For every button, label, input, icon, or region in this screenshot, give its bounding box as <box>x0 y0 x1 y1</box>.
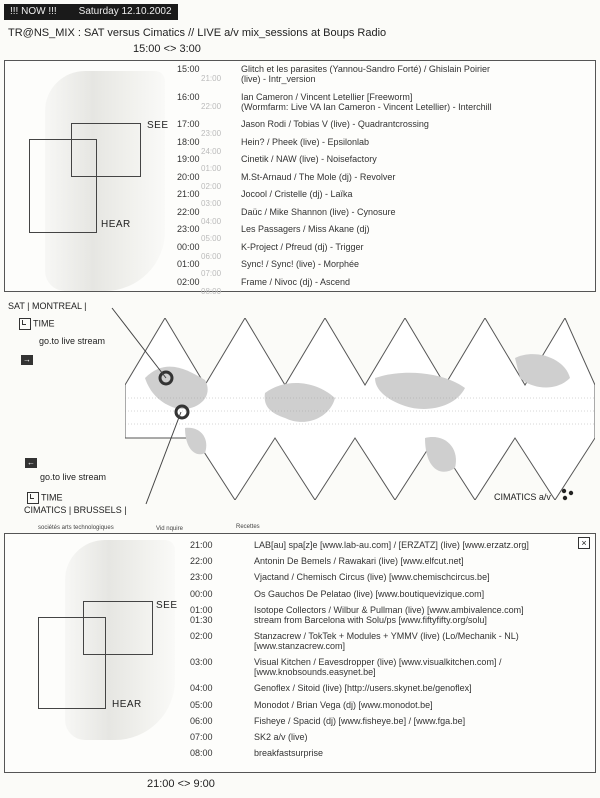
slot-artists <box>241 137 369 147</box>
schedule-row <box>190 572 585 582</box>
slot-artists <box>254 700 433 710</box>
hear-box[interactable] <box>29 139 97 233</box>
artist-line: Sync! / Sync! (live) - Morphée <box>241 259 360 269</box>
local-time-ghost: 21:00 <box>201 74 222 83</box>
clock-icon <box>27 492 39 504</box>
slot-time: 07:00 <box>190 731 213 742</box>
slot-artists <box>254 589 484 599</box>
artist-line: Fisheye / Spacid (dj) [www.fisheye.be] / [www.fga.be] <box>254 715 466 726</box>
slot-time: 16:00 <box>177 91 200 102</box>
slot-artists <box>241 277 350 287</box>
slot-time: 23:00 <box>177 224 200 234</box>
cimatics-av-label: CIMATICS a/v <box>494 492 551 502</box>
schedule-row <box>190 700 585 710</box>
clock-icon <box>19 318 31 330</box>
slot-time: 01:00 <box>177 259 200 269</box>
close-icon[interactable]: × <box>578 537 590 549</box>
artist-line: Stanzacrew / TokTek + Modules + YMMV (live) (Lo/Mechanik - NL) <box>254 630 519 641</box>
schedule-row <box>177 224 587 243</box>
hear-box[interactable] <box>38 617 106 709</box>
local-time-ghost: 03:00 <box>201 199 222 208</box>
artist-line: Vjactand / Chemisch Circus (live) [www.chemischcircus.be] <box>254 572 490 583</box>
artist-line: Jason Rodi / Tobias V (live) - Quadrantcrossing <box>241 119 429 129</box>
artist-line: Genoflex / Sitoid (live) [http://users.skynet.be/genoflex] <box>254 683 472 694</box>
cimatics-logo-icon <box>560 486 576 502</box>
local-time-ghost: 23:00 <box>201 129 222 138</box>
slot-artists <box>254 716 465 726</box>
slot-time: 19:00 <box>177 154 200 164</box>
forward-arrow-icon[interactable]: → <box>23 355 31 364</box>
schedule-row <box>177 119 587 138</box>
slot-artists <box>254 683 472 693</box>
back-arrow-icon[interactable]: ← <box>27 458 35 467</box>
artist-line: Hein? / Pheek (live) - Epsilonlab <box>241 136 370 147</box>
schedule-row <box>190 732 585 742</box>
slot-artists <box>241 172 395 182</box>
schedule-row <box>177 92 587 112</box>
local-time-ghost: 07:00 <box>201 269 222 278</box>
local-time-ghost: 05:00 <box>201 234 222 243</box>
slot-artists <box>241 119 429 129</box>
see-label: SEE <box>156 600 178 611</box>
artist-line: Isotope Collectors / Wilbur & Pullman (live) [www.ambivalence.com] <box>254 604 524 615</box>
cimatics-schedule-panel <box>4 533 596 773</box>
slot-time: 08:00 <box>190 748 213 759</box>
slot-artists <box>241 207 396 217</box>
slot-time: 02:00 <box>177 276 200 287</box>
slot-time: 22:00 <box>177 206 200 217</box>
slot-time: 00:00 <box>190 588 213 599</box>
slot-artists <box>241 242 364 252</box>
now-label: !!! NOW !!! <box>10 6 57 17</box>
artist-line-2: [www.stanzacrew.com] <box>254 640 346 651</box>
slot-artists <box>254 631 519 651</box>
artist-line: LAB[au] spa[z]e [www.lab-au.com] / [ERZATZ] (live) [www.erzatz.org] <box>254 540 529 550</box>
slot-time: 05:00 <box>190 699 213 710</box>
artist-line: Glitch et les parasites (Yannou-Sandro Forté) / Ghislain Poirier <box>241 64 490 74</box>
schedule-row <box>177 259 587 278</box>
local-time-ghost: 06:00 <box>201 251 222 261</box>
slot-artists <box>254 657 501 677</box>
slot-artists <box>254 540 529 550</box>
strip-label-3: Recettes <box>236 524 260 530</box>
cimatics-schedule-list <box>190 540 585 764</box>
schedule-row <box>190 556 585 566</box>
artist-line: Visual Kitchen / Eavesdropper (live) [www.visualkitchen.com] / <box>254 657 502 668</box>
sat-schedule-panel <box>4 60 596 296</box>
schedule-row <box>177 189 587 208</box>
artist-line: Daüc / Mike Shannon (live) - Cynosure <box>241 206 396 217</box>
hear-label: HEAR <box>112 699 142 710</box>
schedule-row <box>190 605 585 625</box>
slot-time: 01:00 <box>190 604 213 615</box>
slot-artists <box>254 732 308 742</box>
local-time-ghost: 08:00 <box>201 286 222 296</box>
artist-line: Os Gauchos De Pelatao (live) [www.boutiquevizique.com] <box>254 588 485 599</box>
artist-line: Monodot / Brian Vega (dj) [www.monodot.be] <box>254 699 433 710</box>
slot-artists <box>254 748 323 758</box>
sat-time-link[interactable]: TIME <box>19 318 55 330</box>
slot-artists <box>241 259 359 269</box>
slot-time: 15:00 <box>177 64 200 74</box>
schedule-row <box>190 716 585 726</box>
slot-artists <box>254 556 464 566</box>
cim-time-link[interactable]: TIME <box>27 492 63 504</box>
artist-line: Ian Cameron / Vincent Letellier [Freeworm] <box>241 91 413 102</box>
slot-artists <box>241 224 370 234</box>
slot-time: 20:00 <box>177 171 200 182</box>
artist-line: SK2 a/v (live) <box>254 731 308 742</box>
schedule-row <box>190 540 585 550</box>
cim-city-label: CIMATICS | BRUSSELS | <box>24 505 127 515</box>
artist-line-2: stream from Barcelona with Solu/ps [www.fiftyfifty.org/solu] <box>254 614 487 625</box>
schedule-row <box>190 589 585 599</box>
slot-artists <box>241 189 353 199</box>
sat-schedule-list <box>177 64 587 294</box>
slot-time: 22:00 <box>190 556 213 567</box>
schedule-row <box>190 683 585 693</box>
sat-city-label: SAT | MONTREAL | <box>8 301 87 311</box>
slot-artists <box>241 64 490 84</box>
date-label: Saturday 12.10.2002 <box>78 6 172 17</box>
strip-label-2: Vid nquire <box>156 526 183 532</box>
artist-line: Les Passagers / Miss Akane (dj) <box>241 224 370 234</box>
slot-time: 21:00 <box>177 189 200 199</box>
see-label: SEE <box>147 120 169 131</box>
local-time-ghost: 02:00 <box>201 181 222 191</box>
slot-artists <box>254 572 490 582</box>
artist-line: K-Project / Pfreud (dj) - Trigger <box>241 241 364 252</box>
schedule-row <box>190 631 585 651</box>
artist-line: Cinetik / NAW (live) - Noisefactory <box>241 154 377 164</box>
schedule-row <box>177 64 587 84</box>
slot-time-2: 01:30 <box>190 614 213 625</box>
slot-time: 04:00 <box>190 683 213 694</box>
local-time-ghost: 22:00 <box>201 101 222 111</box>
local-time-ghost: 01:00 <box>201 164 222 173</box>
cim-time-range: 21:00 <> 9:00 <box>147 778 215 790</box>
slot-artists <box>241 154 377 164</box>
slot-time: 00:00 <box>177 241 200 252</box>
world-map <box>125 318 595 500</box>
schedule-row <box>177 171 587 191</box>
slot-time: 03:00 <box>190 657 213 668</box>
artist-line: M.St-Arnaud / The Mole (dj) - Revolver <box>241 171 396 182</box>
artist-line: breakfastsurprise <box>254 748 324 759</box>
artist-line: Jocool / Cristelle (dj) - Laïka <box>241 189 353 199</box>
sat-go-live-link[interactable]: go.to live stream <box>39 336 106 346</box>
artist-line: Frame / Nivoc (dj) - Ascend <box>241 276 351 287</box>
schedule-row <box>177 276 587 296</box>
page-title: TR@NS_MIX : SAT versus Cimatics // LIVE a/v mix_sessions at Boups Radio <box>8 27 387 39</box>
slot-artists <box>254 605 524 625</box>
now-banner <box>4 4 178 20</box>
artist-line-2: (Wormfarm: Live VA Ian Cameron - Vincent Letellier) - Interchill <box>241 101 492 112</box>
cim-go-live-link[interactable]: go.to live stream <box>40 472 107 482</box>
slot-time: 02:00 <box>190 630 213 641</box>
hear-label: HEAR <box>101 219 131 230</box>
schedule-row <box>177 206 587 226</box>
schedule-row <box>177 136 587 156</box>
schedule-row <box>177 154 587 173</box>
local-time-ghost: 04:00 <box>201 216 222 226</box>
schedule-row <box>177 241 587 261</box>
artist-line-2: [www.knobsounds.easynet.be] <box>254 667 376 678</box>
artist-line-2: (live) - Intr_version <box>241 74 316 84</box>
schedule-row <box>190 748 585 758</box>
artist-line: Antonin De Bemels / Rawakari (live) [www.elfcut.net] <box>254 556 464 567</box>
slot-time: 23:00 <box>190 572 213 583</box>
slot-time: 17:00 <box>177 119 200 129</box>
slot-time: 06:00 <box>190 715 213 726</box>
schedule-row <box>190 657 585 677</box>
sat-time-range: 15:00 <> 3:00 <box>133 43 201 55</box>
slot-time: 18:00 <box>177 136 200 147</box>
local-time-ghost: 24:00 <box>201 146 222 156</box>
strip-label-1: sociétés arts technologiques <box>38 525 114 531</box>
slot-artists <box>241 92 492 112</box>
slot-time: 21:00 <box>190 540 213 550</box>
